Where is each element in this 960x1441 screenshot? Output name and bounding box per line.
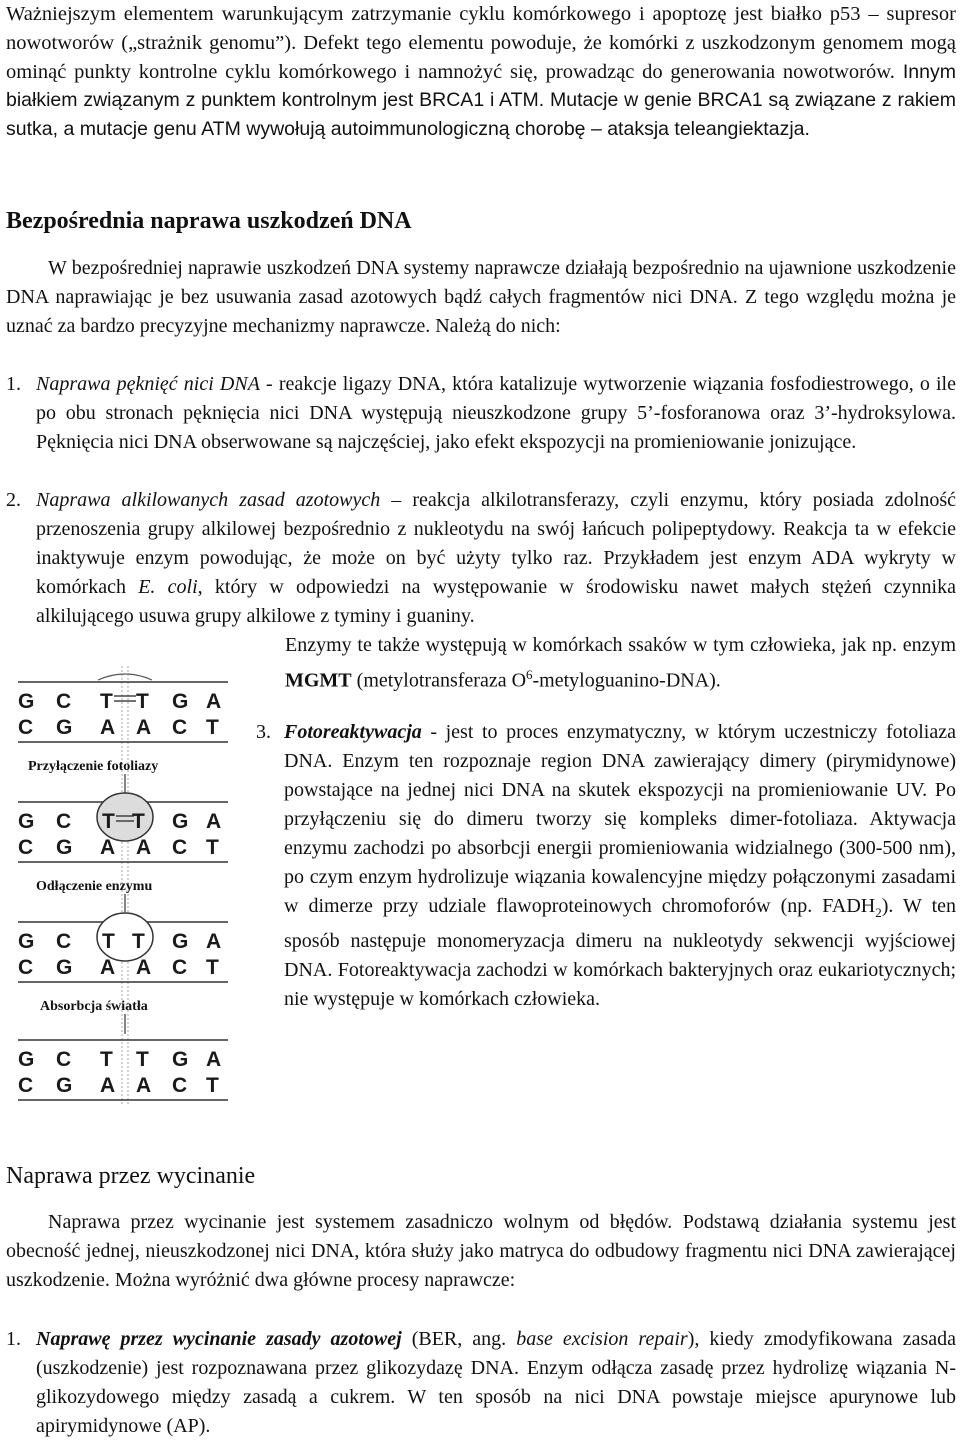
base-bottom: A [100,836,116,859]
section-heading-excision-repair [6,1163,255,1190]
photoreactivation-diagram [18,666,233,1106]
item-text-mgmt: MGMT [285,669,352,692]
base-bottom: T [206,716,219,739]
base-bottom: A [136,716,152,739]
base-top: G [172,810,189,833]
intro-paragraph [6,0,956,144]
step-label-2: Odłączenie enzymu [36,879,153,894]
item-text: - reakcje ligazy DNA, która katalizuje wytworzenie wiązania fosfodiestrowego, o ile po obu stronach pęknięcia nici DNA występują nieuszkodzone grupy 5’-fosforanowa oraz 3’-hydroksylowa. Pęknięcia nici DNA obserwowane są najczęściej, jako efekt ekspozycji na promieniowanie jonizujące. [36,373,956,453]
item-title: Fotoreaktywacja [284,721,422,743]
direct-repair-item-2 [6,486,956,631]
item-text-b: ). W ten sposób następuje monomeryzacja dimeru na nukleotydy sekwencji wyjściowej DNA. Fotoreaktywacja zachodzi w komórkach bakteryjnych oraz eukariotycznych; nie występuje w komórkach człowieka. [284,895,957,1010]
item-text-a: - jest to proces enzymatyczny, w którym uczestniczy fotoliaza DNA. Enzym ten rozpoznaje region DNA zawierający dimery (pirymidynowe) powstające na jednej nici DNA na skutek ekspozycji na promieniowanie UV. Po przyłączeniu się do dimeru tworzy się kompleks dimer-fotoliaza. Aktywacja enzymu zachodzi po absorbcji energii promieniowania widzialnego (300-500 nm), po czym enzym hydrolizuje wiązania kowalencyjne między połączonymi zasadami w dimerze przy udziale flawoproteinowych chromoforów (np. FADH [284,721,956,917]
base-top: A [206,690,222,713]
base-top: T [102,930,115,953]
base-top: T [132,930,145,953]
step-label-1: Przyłączenie fotoliazy [28,759,159,774]
base-top: T [100,690,113,713]
direct-repair-item-1 [6,370,956,457]
section-heading-direct-repair: Bezpośrednia naprawa uszkodzeń DNA [6,208,412,234]
base-top: A [206,810,222,833]
base-bottom: T [206,956,219,979]
base-bottom: C [18,956,34,979]
item-text-a: – reakcja alkilotransferazy, czyli enzymu, który posiada zdolność przenoszenia grupy alkilowej bezpośrednio z nukleotydu na swój łańcuch polipeptydowy. Reakcja ta w efekcie inaktywuje enzym powodując, że może on być użyty tylko raz. Przykładem jest enzym ADA wykryty w komórkach [36,489,956,598]
item-text-b: ), kiedy zmodyfikowana zasada (uszkodzenie) jest rozpoznawana przez glikozydazę DNA. Enzym odłącza zasadę przez hydrolizę wiązania N-glikozydowego między zasadą a cukrem. W ten sposób na nici DNA powstaje miejsce apurynowe lub apirymidynowe (AP). [36,1328,956,1437]
base-top: G [172,930,189,953]
item-number: 1. [6,373,21,395]
base-top: T [102,810,115,833]
base-top: A [206,930,222,953]
excision-repair-intro: Naprawa przez wycinanie jest systemem zasadniczo wolnym od błędów. Podstawą działania systemu jest obecność jednej, nieuszkodzonej nici DNA, która służy jako matryca do odbudowy fragmentu nici DNA zawierającej uszkodzenie. Można wyróżnić dwa główne procesy naprawcze: [6,1211,956,1291]
item-text-ecoli: E. coli [138,576,198,598]
item-text-sup: 6 [526,667,533,682]
item-text-c: Enzymy te także występują w komórkach ssaków w tym człowieka, jak np. enzym [285,634,956,656]
dna-stage-2 [18,793,228,862]
base-top: A [206,1048,222,1071]
item-text-e: -metyloguanino-DNA). [532,669,721,692]
section-heading-text: Naprawa przez wycinanie [6,1163,256,1189]
base-bottom: T [206,1074,219,1097]
direct-repair-intro: W bezpośredniej naprawie uszkodzeń DNA systemy naprawcze działają bezpośrednio na ujawnione uszkodzenie DNA naprawiając je bez usuwania zasad azotowych bądź całych fragmentów nici DNA. Z tego względu można je uznać za bardzo precyzyjne mechanizmy naprawcze. Należą do nich: [6,257,956,337]
base-top: G [18,690,35,713]
base-bottom: C [172,836,188,859]
base-bottom: C [172,716,188,739]
base-bottom: C [172,956,188,979]
item-title: Naprawa alkilowanych zasad azotowych [36,489,381,511]
step-label-3: Absorbcja światła [40,999,148,1014]
base-bottom: A [136,836,152,859]
base-top: T [132,810,145,833]
base-top: G [18,810,35,833]
base-top: G [172,690,189,713]
base-bottom: G [56,716,73,739]
item-title: Naprawa pęknięć nici DNA [36,373,260,395]
base-bottom: T [206,836,219,859]
dna-stage-1 [18,682,228,742]
item-text-a: (BER, ang. [401,1328,517,1350]
excision-repair-item-1 [6,1325,956,1441]
base-bottom: G [56,956,73,979]
base-top: G [172,1048,189,1071]
base-bottom: G [56,1074,73,1097]
base-bottom: C [18,1074,34,1097]
direct-repair-item-2-continued [285,631,956,696]
item-text-sub: 2 [875,905,882,920]
base-bottom: A [100,716,116,739]
intro-text-b: Innym białkiem związanym z punktem kontrolnym jest BRCA1 i ATM. [6,60,956,112]
item-text-b: , który w odpowiedzi na występowanie w środowisku nawet małych stężeń czynnika alkilującego usuwa grupy alkilowe z tyminy i guaniny. [36,576,956,627]
base-top: C [56,690,72,713]
base-top: T [136,690,149,713]
item-number: 1. [6,1328,21,1350]
base-top: G [18,1048,35,1071]
base-top: T [136,1048,149,1071]
base-top: C [56,810,72,833]
item-text-d: (metylotransferaza O [351,669,527,692]
base-bottom: C [18,836,34,859]
item-title: Naprawę przez wycinanie zasady azotowej [36,1328,402,1350]
item-number: 3. [256,721,271,743]
base-top: T [100,1048,113,1071]
base-bottom: C [172,1074,188,1097]
direct-repair-item-3 [256,718,957,1014]
base-bottom: A [136,956,152,979]
dna-stage-4 [18,1040,228,1100]
item-text-eng: base excision repair [516,1328,688,1350]
base-top: C [56,1048,72,1071]
intro-text-c: Mutacje w genie BRCA1 są związane z rakiem sutka, a mutacje genu ATM wywołują autoimmunologiczną chorobę – ataksja teleangiektazja. [6,89,956,141]
base-bottom: G [56,836,73,859]
base-bottom: A [100,1074,116,1097]
dna-stage-3 [18,913,228,982]
item-number: 2. [6,489,21,511]
base-bottom: C [18,716,34,739]
base-top: C [56,930,72,953]
intro-text-a: Ważniejszym elementem warunkującym zatrzymanie cyklu komórkowego i apoptozę jest białko p53 – supresor nowotworów („strażnik genomu”). Defekt tego elementu powoduje, że komórki z uszkodzonym genomem mogą ominąć punkty kontrolne cyklu komórkowego i namnożyć się, prowadząc do generowania nowotworów. [6,3,956,83]
base-bottom: A [136,1074,152,1097]
base-bottom: A [100,956,116,979]
base-top: G [18,930,35,953]
